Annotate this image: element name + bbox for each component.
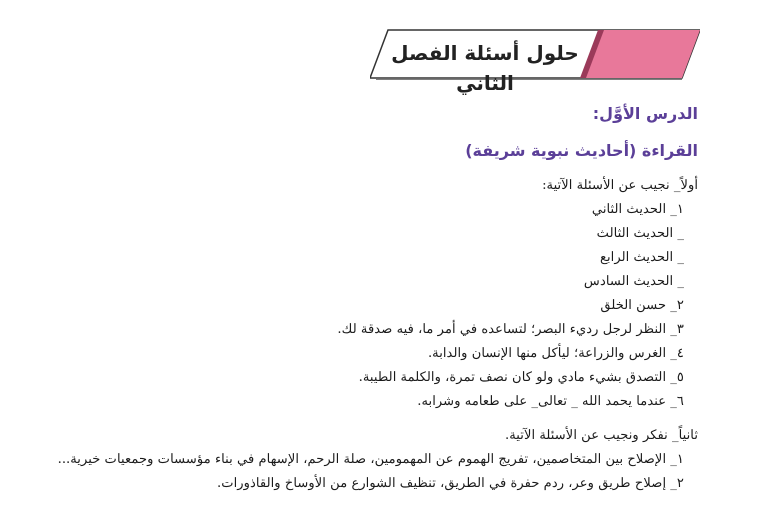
document-body xyxy=(57,104,698,496)
answer-line: ٥_ التصدق بشيء مادي ولو كان نصف تمرة، والكلمة الطيبة. xyxy=(358,370,684,385)
answer-line: ٦_ عندما يحمد الله _ تعالى_ على طعامه وشرابه. xyxy=(417,394,684,409)
answer-line: _ الحديث الثالث xyxy=(596,226,684,241)
answer-line: ٤_ الغرس والزراعة؛ ليأكل منها الإنسان والدابة. xyxy=(427,346,684,361)
answer-line: ٢_ إصلاح طريق وعر، ردم حفرة في الطريق، تنظيف الشوارع من الأوساخ والقاذورات. xyxy=(217,476,684,491)
chapter-banner xyxy=(370,28,700,95)
reading-heading: القراءة (أحاديث نبوية شريفة) xyxy=(465,141,698,160)
answer-line: _ الحديث السادس xyxy=(583,274,684,289)
section2-title: ثانياً_ نفكر ونجيب عن الأسئلة الآتية. xyxy=(505,428,698,443)
banner-accent xyxy=(584,30,700,78)
answer-line: ١_ الإصلاح بين المتخاصمين، تفريج الهموم عن المهمومين، صلة الرحم، الإسهام في بناء مؤسسات وجمعيات خيرية... xyxy=(57,452,684,467)
chapter-title: حلول أسئلة الفصل الثاني xyxy=(391,41,579,95)
answer-line: _ الحديث الرابع xyxy=(599,250,684,265)
answer-line: ١_ الحديث الثاني xyxy=(591,202,684,217)
answer-line: ٣_ النظر لرجل رديء البصر؛ لتساعده في أمر ما، فيه صدقة لك. xyxy=(337,322,684,337)
lesson-heading: الدرس الأوَّل: xyxy=(592,104,698,123)
section1-title: أولاً_ نجيب عن الأسئلة الآتية: xyxy=(542,178,698,193)
answer-line: ٢_ حسن الخلق xyxy=(600,298,684,313)
